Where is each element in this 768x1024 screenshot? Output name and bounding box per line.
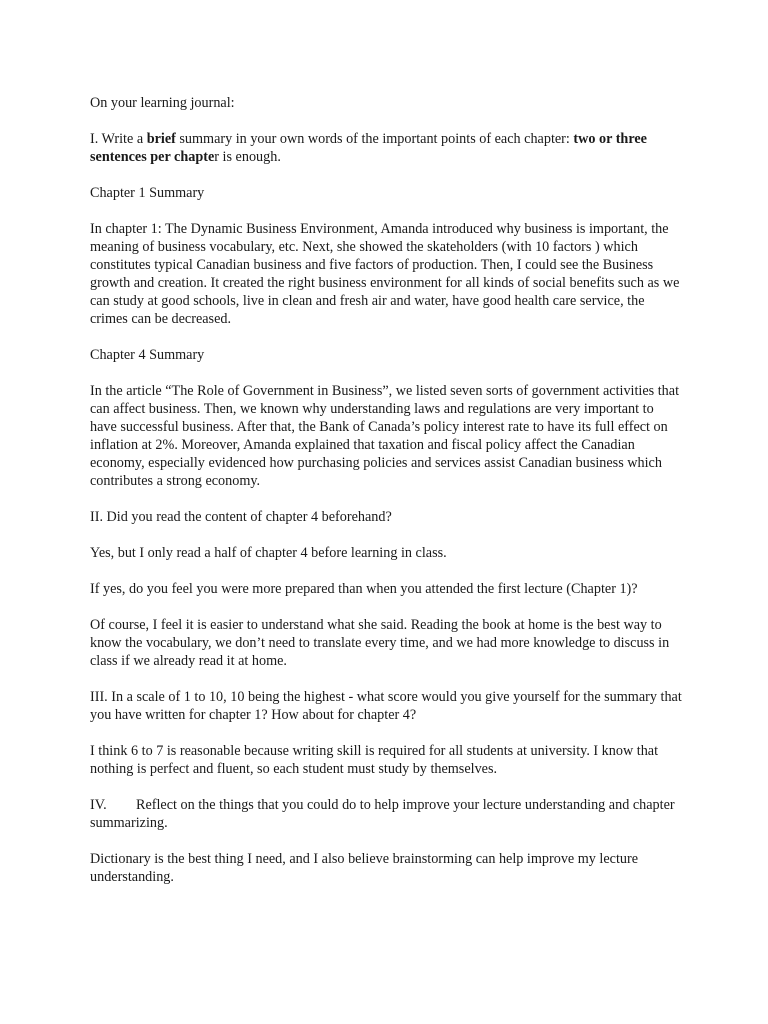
chapter-4-heading: Chapter 4 Summary [90, 347, 205, 363]
intro-line: On your learning journal: [90, 95, 235, 111]
chapter-1-summary: In chapter 1: The Dynamic Business Environment, Amanda introduced why business is important, the meaning of business vocabulary, etc. Next, she showed the skateholders (with 10 factors ) which constitutes typical Canadian business and five factors of production. Then, I could see the Business growth and creation. It created the right business environment for all kinds of social benefits such as we can study at good schools, live in clean and fresh air and water, have good health care service, the crimes can be decreased. [90, 221, 680, 327]
chapter-4-summary: In the article “The Role of Government in Business”, we listed seven sorts of government activities that can affect business. Then, we known why understanding laws and regulations are very important to have successful business. After that, the Bank of Canada’s policy interest rate to have its full effect on inflation at 2%. Moreover, Amanda explained that taxation and fiscal policy affect the Canadian economy, especially evidenced how purchasing policies and services assist Canadian business which contributes a strong economy. [90, 383, 680, 489]
q4-text: Reflect on the things that you could do to help improve your lecture understanding and chapter summarizing. [90, 797, 675, 831]
q1-bold-sentences: two or three sentences per chapte [90, 131, 647, 165]
answer-2-followup: Of course, I feel it is easier to understand what she said. Reading the book at home is the best way to know the vocabulary, we don’t need to translate every time, and we had more knowledge to discuss in class if we already read it at home. [90, 617, 670, 669]
q4-number: IV. [90, 797, 107, 813]
question-3: III. In a scale of 1 to 10, 10 being the highest - what score would you give yourself for the summary that you have written for chapter 1? How about for chapter 4? [90, 689, 682, 723]
question-2-followup: If yes, do you feel you were more prepared than when you attended the first lecture (Chapter 1)? [90, 581, 638, 597]
question-4 [90, 796, 682, 832]
q1-bold-brief: brief [146, 131, 176, 147]
q1-start: I. Write a [90, 131, 147, 147]
q1-end: r is enough. [214, 149, 281, 165]
question-1 [90, 130, 682, 166]
journal-document [90, 94, 682, 904]
answer-4: Dictionary is the best thing I need, and I also believe brainstorming can help improve my lecture understanding. [90, 851, 639, 885]
answer-2: Yes, but I only read a half of chapter 4 before learning in class. [90, 545, 447, 561]
question-2: II. Did you read the content of chapter 4 beforehand? [90, 509, 392, 525]
answer-3: I think 6 to 7 is reasonable because writing skill is required for all students at university. I know that nothing is perfect and fluent, so each student must study by themselves. [90, 743, 659, 777]
chapter-1-heading: Chapter 1 Summary [90, 185, 205, 201]
q1-middle: summary in your own words of the important points of each chapter: [175, 131, 574, 147]
